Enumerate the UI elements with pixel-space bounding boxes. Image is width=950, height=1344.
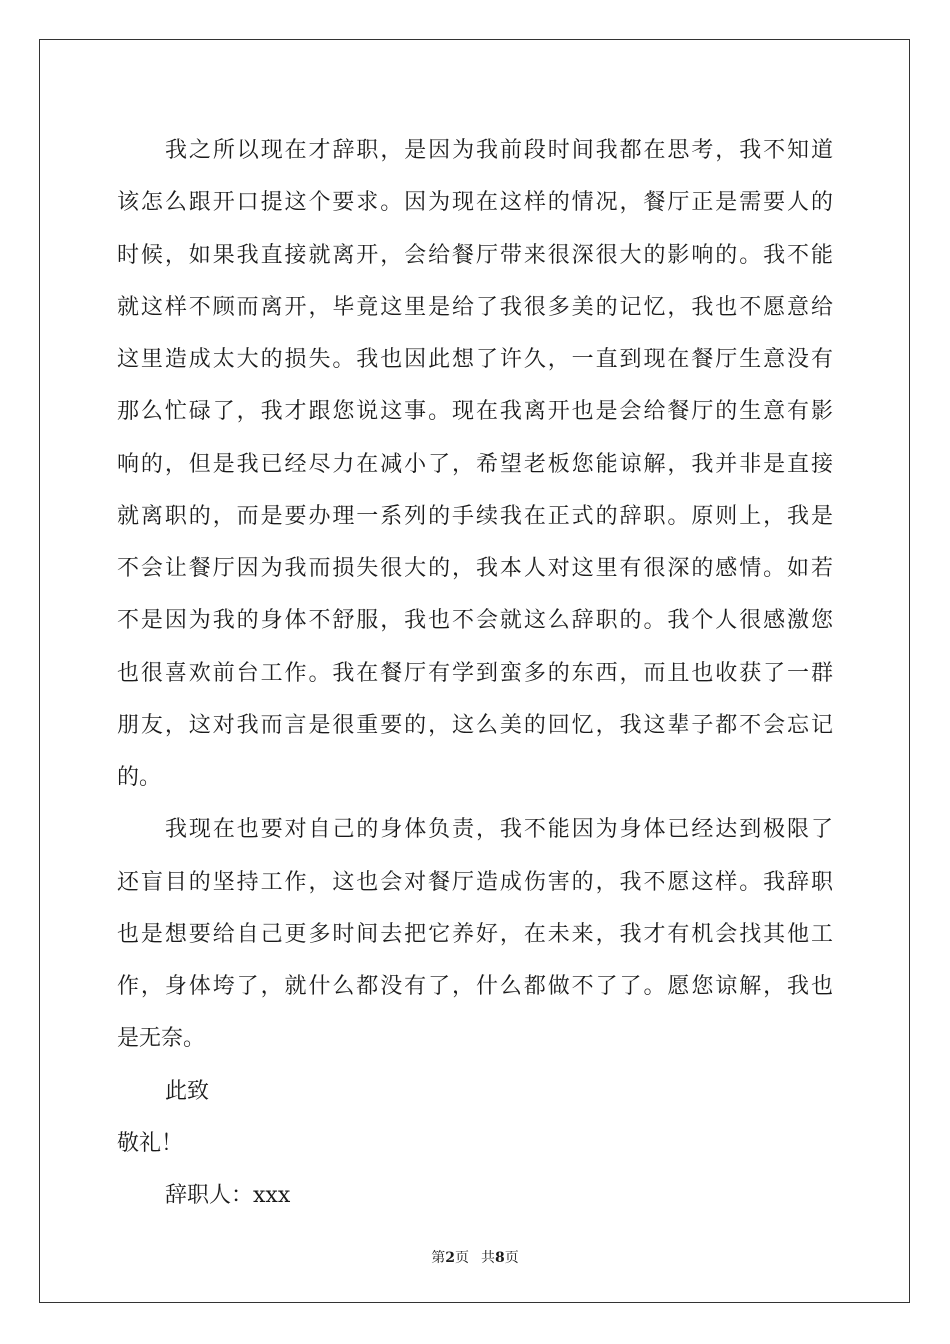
- total-prefix: 共: [481, 1250, 495, 1266]
- signature: 辞职人：xxx: [165, 1183, 291, 1208]
- paragraph-line: 不是因为我的身体不舒服，我也不会就这么辞职的。我个人很感激您: [117, 608, 833, 634]
- page-footer: [0, 1249, 950, 1267]
- paragraph-line: 是无奈。: [117, 1026, 206, 1052]
- page-current: 2: [445, 1250, 455, 1266]
- paragraph-line: 时候，如果我直接就离开，会给餐厅带来很深很大的影响的。我不能: [117, 242, 833, 268]
- letter-body: [117, 125, 833, 1222]
- page-total: 8: [495, 1250, 505, 1266]
- closing-salutation: 此致: [165, 1078, 210, 1104]
- paragraph-line: 不会让餐厅因为我而损失很大的，我本人对这里有很深的感情。如若: [117, 556, 833, 581]
- paragraph-line: 该怎么跟开口提这个要求。因为现在这样的情况，餐厅正是需要人的: [117, 190, 833, 216]
- paragraph-line: 我现在也要对自己的身体负责，我不能因为身体已经达到极限了: [165, 817, 833, 843]
- paragraph-line: 就离职的，而是要办理一系列的手续我在正式的辞职。原则上，我是: [117, 503, 833, 529]
- closing-regards: 敬礼！: [117, 1130, 184, 1156]
- paragraph-line: 也是想要给自己更多时间去把它养好，在未来，我才有机会找其他工: [117, 921, 833, 947]
- page-suffix: 页: [455, 1250, 469, 1266]
- paragraph-line: 朋友，这对我而言是很重要的，这么美的回忆，我这辈子都不会忘记: [117, 712, 833, 738]
- paragraph-line: 的。: [117, 765, 162, 790]
- paragraph-line: 响的，但是我已经尽力在减小了，希望老板您能谅解，我并非是直接: [117, 451, 833, 477]
- paragraph-line: 作，身体垮了，就什么都没有了，什么都做不了了。愿您谅解，我也: [117, 974, 833, 999]
- paragraph-line: 就这样不顾而离开，毕竟这里是给了我很多美的记忆，我也不愿意给: [117, 294, 833, 320]
- paragraph-line: 我之所以现在才辞职，是因为我前段时间我都在思考，我不知道: [165, 138, 833, 163]
- total-suffix: 页: [504, 1250, 519, 1266]
- paragraph-line: 那么忙碌了，我才跟您说这事。现在我离开也是会给餐厅的生意有影: [117, 399, 833, 425]
- paragraph-line: 也很喜欢前台工作。我在餐厅有学到蛮多的东西，而且也收获了一群: [117, 660, 833, 686]
- paragraph-line: 还盲目的坚持工作，这也会对餐厅造成伤害的，我不愿这样。我辞职: [117, 869, 833, 895]
- paragraph-line: 这里造成太大的损失。我也因此想了许久，一直到现在餐厅生意没有: [117, 347, 833, 372]
- page-prefix: 第: [431, 1250, 446, 1266]
